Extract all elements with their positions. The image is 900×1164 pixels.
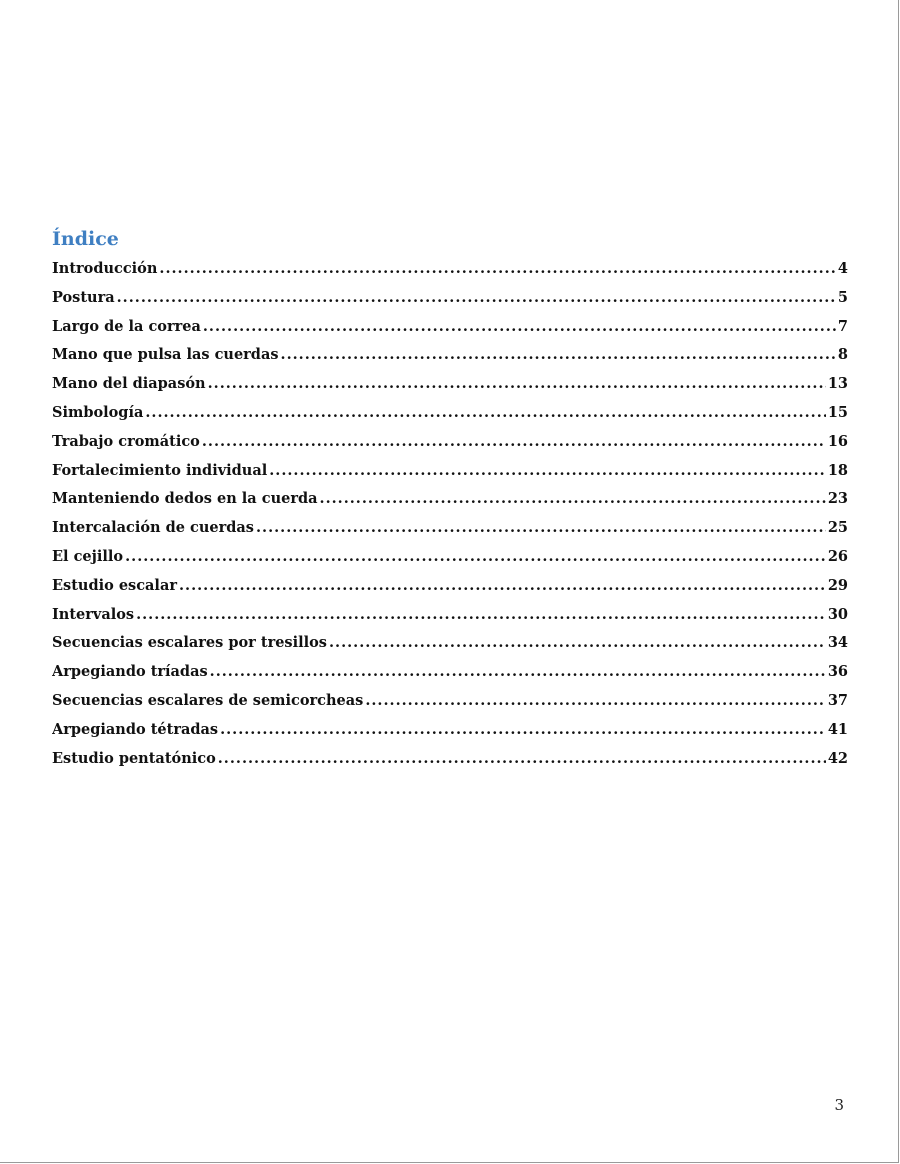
toc-title: Índice [52, 228, 119, 250]
toc-entry[interactable] [52, 750, 848, 779]
toc-dot-leader [220, 721, 826, 738]
toc-dot-leader [136, 606, 826, 623]
toc-entry[interactable] [52, 318, 848, 347]
toc-dot-leader [159, 260, 836, 277]
table-of-contents [52, 226, 848, 778]
toc-entry[interactable] [52, 606, 848, 635]
toc-entry-label: El cejillo [52, 547, 124, 565]
toc-entry[interactable] [52, 346, 848, 375]
toc-dot-leader [281, 346, 836, 363]
toc-entry-page: 26 [827, 547, 848, 565]
toc-entry[interactable] [52, 260, 848, 289]
toc-dot-leader [117, 289, 836, 306]
toc-entry-page: 16 [827, 432, 848, 450]
toc-dot-leader [208, 375, 826, 392]
toc-entry-page: 37 [827, 691, 848, 709]
toc-entry-page: 8 [837, 346, 848, 364]
toc-entry[interactable] [52, 375, 848, 404]
toc-entry-label: Manteniendo dedos en la cuerda [52, 490, 318, 508]
toc-entry-page: 15 [827, 403, 848, 421]
toc-entry[interactable] [52, 548, 848, 577]
toc-entry-label: Mano que pulsa las cuerdas [52, 346, 279, 364]
toc-dot-leader [210, 663, 826, 680]
toc-entry[interactable] [52, 692, 848, 721]
toc-entry[interactable] [52, 433, 848, 462]
toc-dot-leader [256, 519, 826, 536]
toc-entry[interactable] [52, 289, 848, 318]
toc-dot-leader [202, 433, 826, 450]
toc-dot-leader [125, 548, 826, 565]
toc-entry-page: 25 [827, 519, 848, 537]
toc-dot-leader [203, 318, 836, 335]
toc-entry-page: 34 [827, 634, 848, 652]
toc-entry-label: Arpegiando tríadas [52, 663, 208, 681]
toc-entry[interactable] [52, 462, 848, 491]
toc-dot-leader [218, 750, 826, 767]
toc-entry[interactable] [52, 577, 848, 606]
toc-entry-label: Estudio pentatónico [52, 749, 216, 767]
toc-entry-label: Mano del diapasón [52, 375, 206, 393]
toc-entry-label: Secuencias escalares por tresillos [52, 634, 327, 652]
toc-entry-page: 42 [827, 749, 848, 767]
toc-entry-page: 36 [827, 663, 848, 681]
toc-entry[interactable] [52, 490, 848, 519]
toc-entry-page: 7 [837, 317, 848, 335]
toc-dot-leader [179, 577, 826, 594]
toc-entry-page: 13 [827, 375, 848, 393]
toc-entry-label: Simbología [52, 403, 144, 421]
toc-dot-leader [269, 462, 826, 479]
toc-entry-label: Postura [52, 288, 115, 306]
toc-entry[interactable] [52, 404, 848, 433]
toc-dot-leader [365, 692, 825, 709]
toc-entry[interactable] [52, 519, 848, 548]
toc-dot-leader [329, 634, 826, 651]
toc-entry-label: Trabajo cromático [52, 432, 200, 450]
toc-entry-label: Estudio escalar [52, 576, 177, 594]
toc-entry-label: Arpegiando tétradas [52, 720, 219, 738]
toc-entry-page: 41 [827, 720, 848, 738]
toc-entry-page: 5 [837, 288, 848, 306]
toc-entry[interactable] [52, 634, 848, 663]
page-number: 3 [834, 1096, 844, 1114]
toc-entry-page: 4 [837, 260, 848, 277]
toc-entry-page: 30 [827, 605, 848, 623]
toc-entry-label: Intercalación de cuerdas [52, 519, 254, 537]
toc-entry[interactable] [52, 663, 848, 692]
toc-entry-page: 29 [827, 576, 848, 594]
toc-list [52, 260, 848, 778]
toc-entry-label: Largo de la correa [52, 317, 201, 335]
toc-entry-page: 23 [827, 490, 848, 508]
toc-entry-label: Introducción [52, 260, 158, 277]
toc-dot-leader [320, 490, 826, 507]
toc-dot-leader [145, 404, 825, 421]
toc-entry-label: Intervalos [52, 605, 135, 623]
toc-entry-page: 18 [827, 461, 848, 479]
toc-entry-label: Fortalecimiento individual [52, 461, 268, 479]
toc-entry[interactable] [52, 721, 848, 750]
toc-entry-label: Secuencias escalares de semicorcheas [52, 691, 364, 709]
